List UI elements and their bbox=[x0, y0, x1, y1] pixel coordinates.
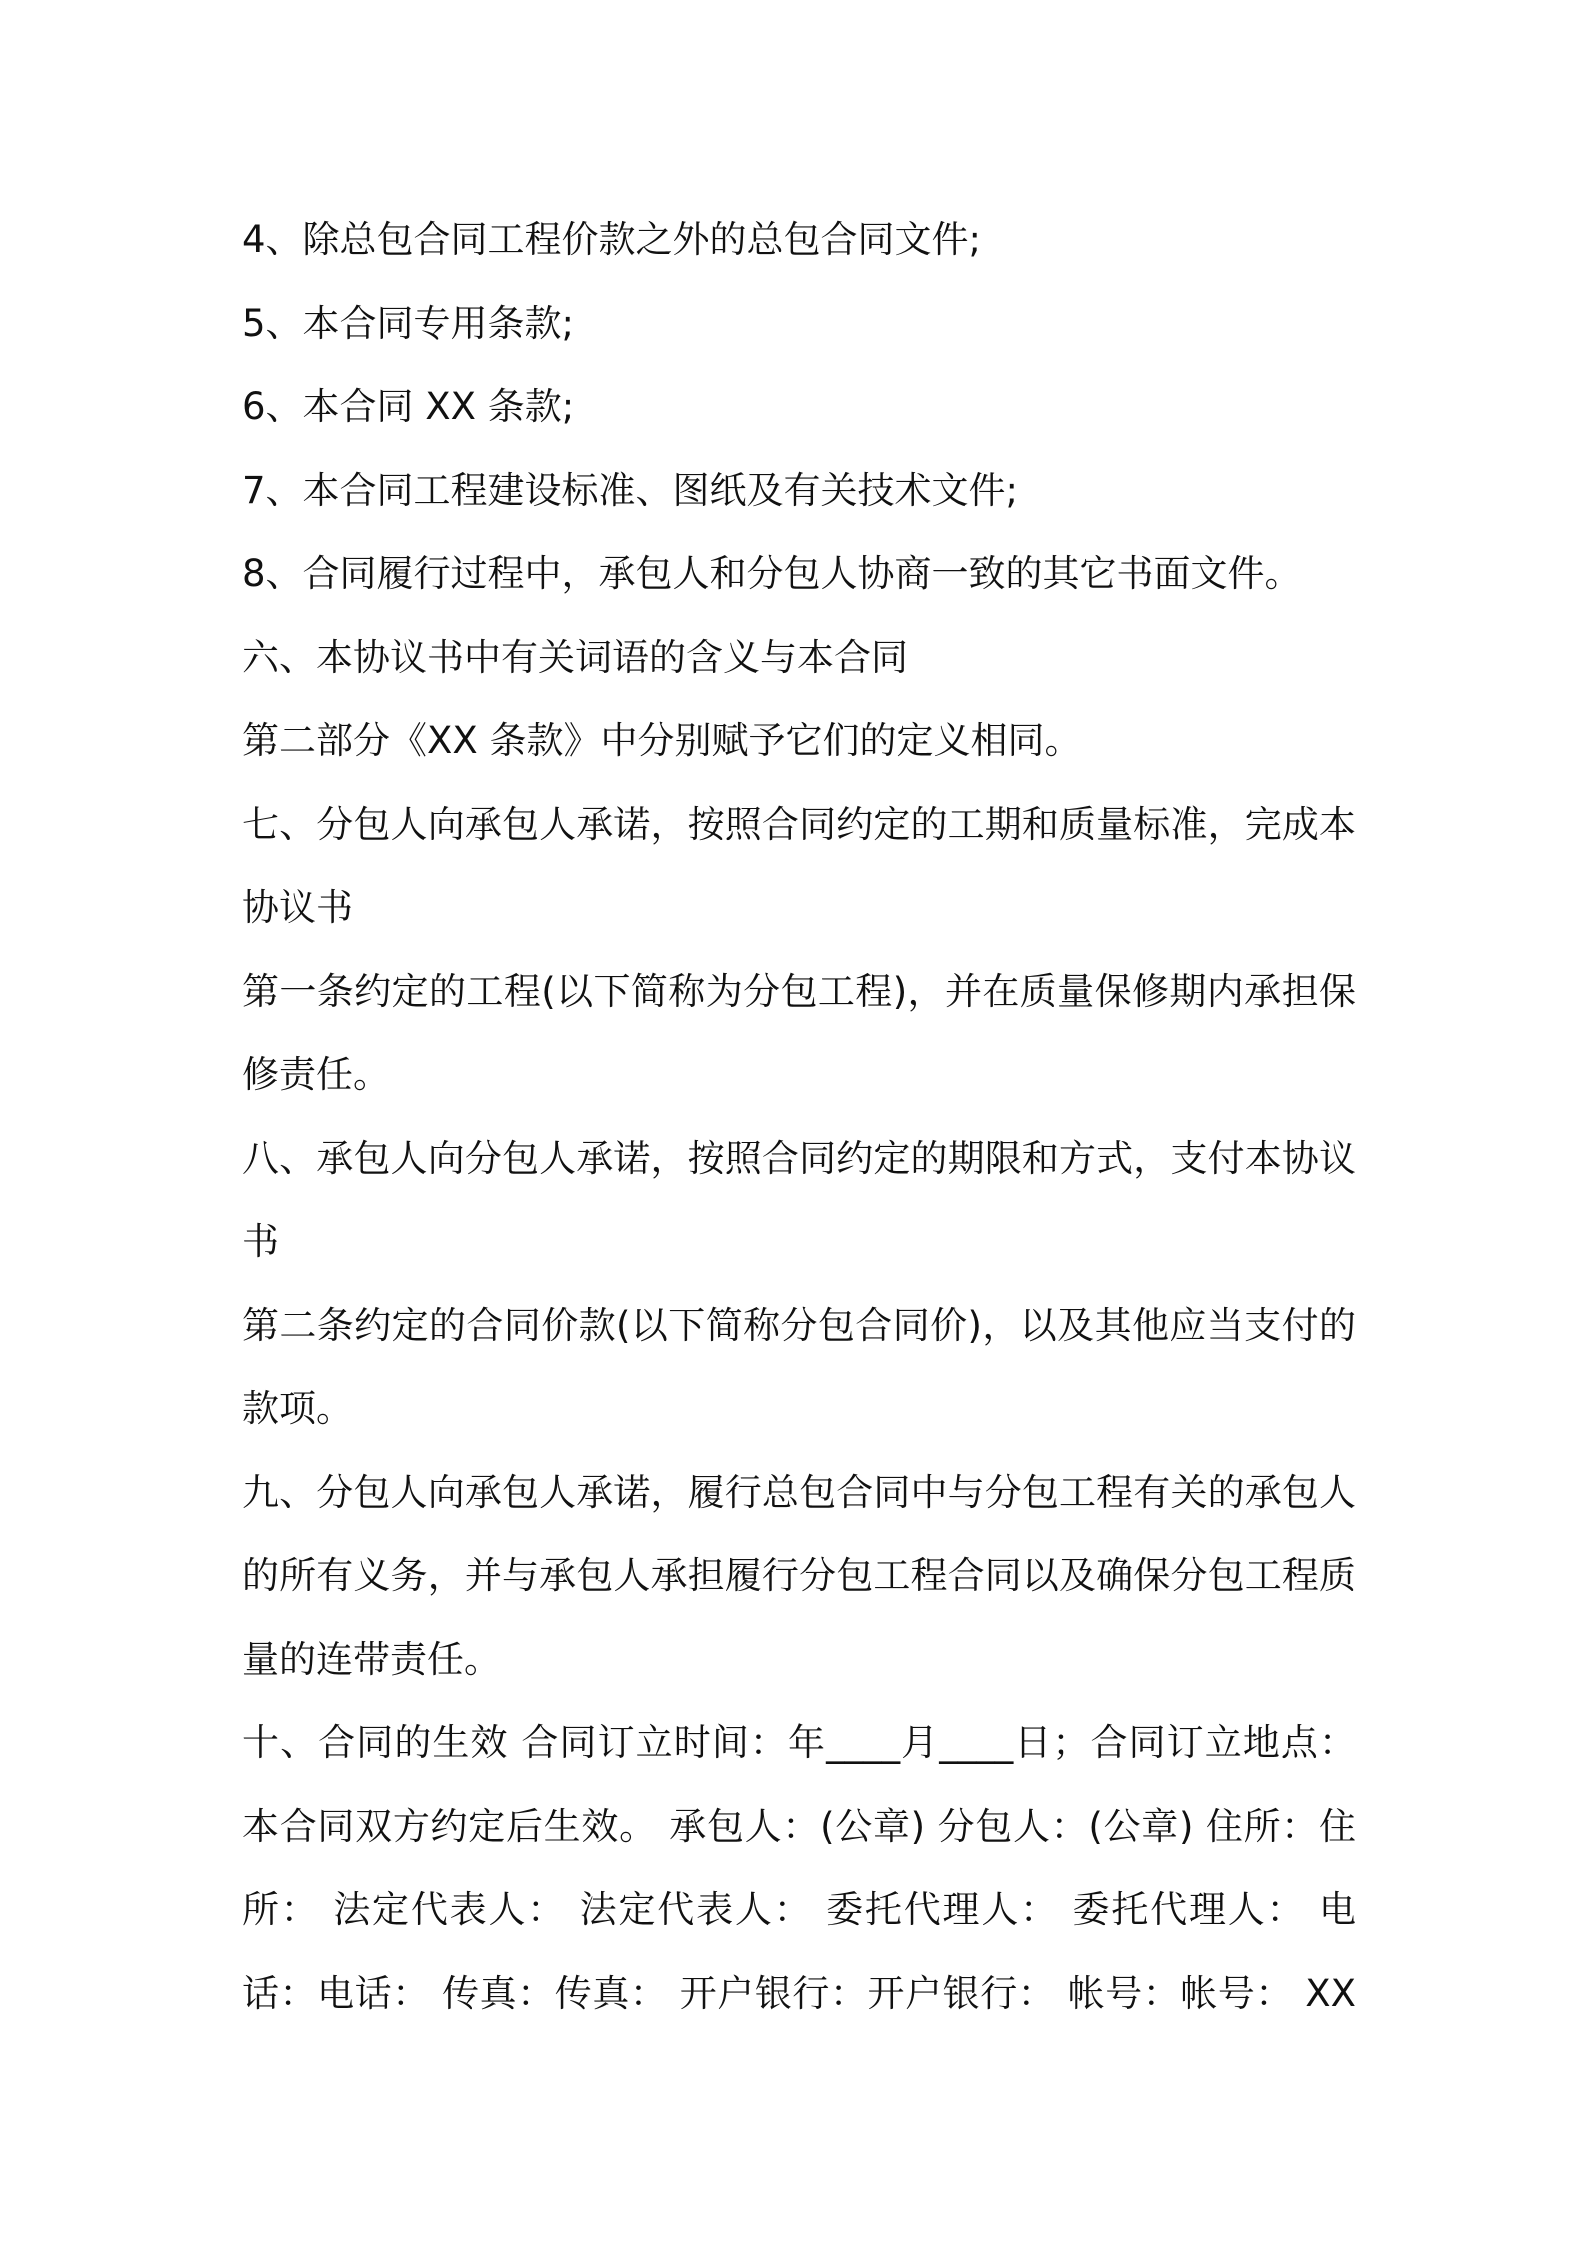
clause-line-4: 4、除总包合同工程价款之外的总包合同文件; bbox=[242, 218, 982, 261]
section-six-text: 第二部分《XX 条款》中分别赋予它们的定义相同。 bbox=[242, 719, 1082, 762]
section-ten-line-4: 话：电话： 传真：传真： 开户银行：开户银行： 帐号：帐号： XX bbox=[242, 1971, 1356, 2015]
clause-line-5: 5、本合同专用条款; bbox=[242, 301, 575, 345]
section-seven-line-1: 七、分包人向承包人承诺，按照合同约定的工期和质量标准，完成本 bbox=[242, 802, 1356, 846]
section-ten-line-2: 本合同双方约定后生效。 承包人：(公章) 分包人：(公章) 住所：住 bbox=[242, 1804, 1356, 1848]
section-seven-line-2: 协议书 bbox=[242, 886, 353, 929]
section-six-heading: 六、本协议书中有关词语的含义与本合同 bbox=[242, 635, 908, 679]
document-body bbox=[242, 198, 1356, 2035]
section-nine-line-3: 量的连带责任。 bbox=[242, 1637, 501, 1681]
clause-line-8: 8、合同履行过程中，承包人和分包人协商一致的其它书面文件。 bbox=[242, 552, 1302, 595]
section-seven-line-4: 修责任。 bbox=[242, 1053, 390, 1096]
section-eight-line-4: 款项。 bbox=[242, 1387, 353, 1430]
clause-line-6: 6、本合同 XX 条款; bbox=[242, 385, 575, 428]
section-ten-line-3: 所： 法定代表人： 法定代表人： 委托代理人： 委托代理人： 电 bbox=[242, 1888, 1356, 1931]
section-ten-line-1: 十、合同的生效 合同订立时间：年____月____日；合同订立地点： bbox=[242, 1721, 1356, 1764]
section-nine-line-2: 的所有义务，并与承包人承担履行分包工程合同以及确保分包工程质 bbox=[242, 1554, 1356, 1597]
clause-line-7: 7、本合同工程建设标准、图纸及有关技术文件; bbox=[242, 468, 1019, 512]
section-eight-line-1: 八、承包人向分包人承诺，按照合同约定的期限和方式，支付本协议 bbox=[242, 1136, 1356, 1180]
section-seven-line-3: 第一条约定的工程(以下简称为分包工程)，并在质量保修期内承担保 bbox=[242, 969, 1356, 1013]
section-eight-line-2: 书 bbox=[242, 1220, 279, 1263]
section-eight-line-3: 第二条约定的合同价款(以下简称分包合同价)，以及其他应当支付的 bbox=[242, 1303, 1356, 1347]
section-nine-line-1: 九、分包人向承包人承诺，履行总包合同中与分包工程有关的承包人 bbox=[242, 1470, 1356, 1514]
